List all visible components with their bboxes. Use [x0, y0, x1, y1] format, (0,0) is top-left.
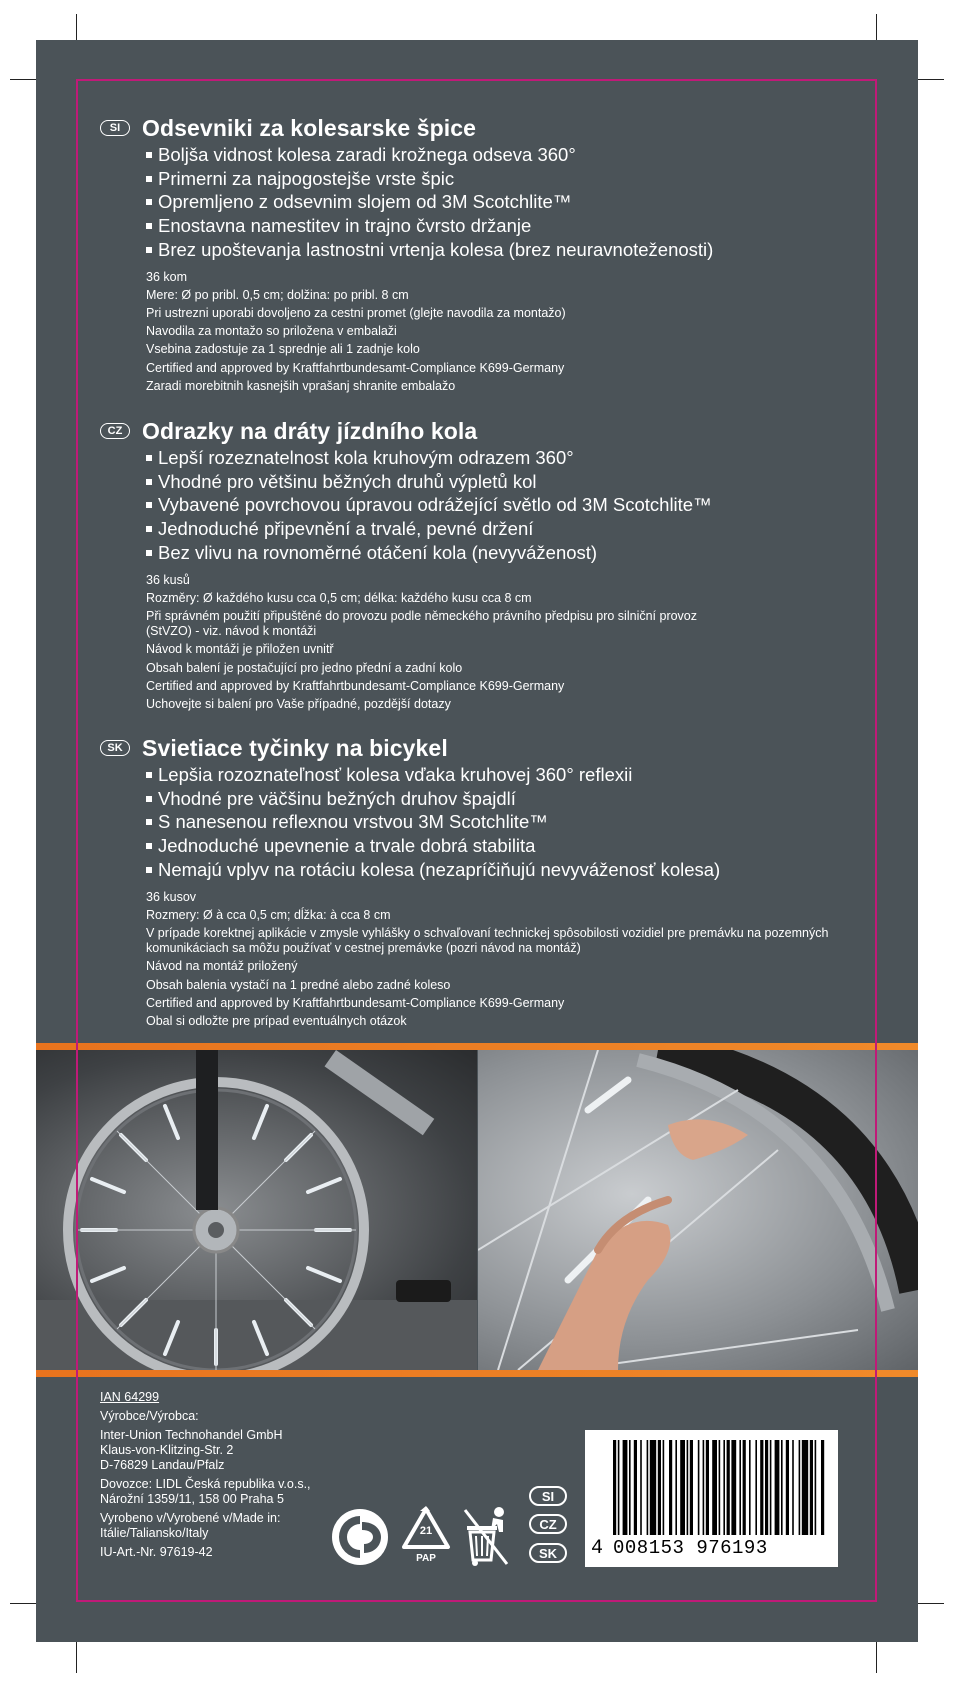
barcode-bar [731, 1440, 736, 1535]
barcode-bar [786, 1440, 789, 1535]
barcode-bar [669, 1440, 672, 1535]
detail-line: 36 kom [146, 269, 187, 284]
list-item-text: Jednoduché upevnenie a trvale dobrá stabilita [158, 835, 536, 857]
barcode-bar [765, 1440, 768, 1535]
detail-line: Certified and approved by Kraftfahrtbundesamt-Compliance K699-Germany [146, 995, 565, 1010]
language-badge-sk: SK [529, 1543, 567, 1563]
barcode-bar [802, 1440, 808, 1535]
bullet-icon [146, 176, 152, 182]
section-title: Svietiace tyčinky na bicykel [142, 734, 448, 761]
list-item-text: Lepšia rozoznateľnosť kolesa vďaka kruhovej 360° reflexii [158, 764, 633, 785]
list-item-text: Lepší rozeznatelnost kola kruhovým odrazem 360° [158, 447, 574, 468]
barcode-bar [723, 1440, 725, 1535]
list-item-text: S nanesenou reflexnou vrstvou 3M Scotchlite™ [158, 811, 548, 833]
importer-info [100, 1477, 360, 1507]
list-item [146, 493, 860, 517]
detail-line: Zaradi morebitnih kasnejših vprašanj shranite embalažo [146, 378, 456, 393]
barcode-bar [712, 1440, 717, 1535]
list-item-text: Jednoduché připevnění a trvalé, pevné držení [158, 518, 534, 540]
list-item [146, 238, 860, 262]
bullet-icon [146, 247, 152, 253]
language-badge-cz: CZ [100, 423, 130, 439]
bullet-icon [146, 843, 152, 849]
barcode-bar [760, 1440, 763, 1535]
bullet-icon [146, 502, 152, 508]
made-in-info [100, 1511, 360, 1541]
detail-line: Návod k montáži je přiložen uvnitř [146, 642, 334, 657]
barcode-bar [640, 1440, 642, 1535]
section-title: Odsevniki za kolesarske špice [142, 114, 477, 141]
barcode-bar [658, 1440, 661, 1535]
manufacturer-address [100, 1428, 360, 1473]
barcode-bar [698, 1440, 700, 1535]
address-line: Klaus-von-Klitzing-Str. 2 [100, 1443, 234, 1457]
barcode-bar [687, 1440, 689, 1535]
importer-line: Nárožní 1359/11, 158 00 Praha 5 [100, 1492, 284, 1506]
detail-line: Rozmery: Ø à cca 0,5 cm; dĺžka: à cca 8 cm [146, 907, 391, 922]
detail-line: Certified and approved by Kraftfahrtbundesamt-Compliance K699-Germany [146, 678, 565, 693]
section-sk [100, 733, 860, 1032]
section-si [100, 113, 860, 397]
barcode-first-digit: 4 [591, 1537, 604, 1560]
list-item-text: Nemajú vplyv na rotáciu kolesa (nezapríčiňujú nevyváženosť kolesa) [158, 858, 721, 880]
barcode-bar [815, 1440, 817, 1535]
ian-number: IAN 64299 [100, 1390, 160, 1404]
bullet-icon [146, 455, 152, 461]
detail-line: Při správném použití připuštěné do provozu podle německého právního předpisu pro silniční provoz (StVZO) - viz. návod k montáži [146, 608, 698, 639]
barcode-bar [613, 1440, 616, 1535]
bullet-icon [146, 550, 152, 556]
language-badge-sk: SK [100, 740, 130, 756]
bullet-icon [146, 526, 152, 532]
accent-stripe-bottom [36, 1370, 918, 1377]
section-cz [100, 416, 860, 715]
barcode-bar [775, 1440, 780, 1535]
address-line: Inter-Union Technohandel GmbH [100, 1428, 283, 1442]
section-heading [100, 416, 860, 446]
manufacturer-info [100, 1390, 360, 1564]
detail-line: Obsah balenia vystačí na 1 predné alebo zadné koleso [146, 977, 451, 992]
bullet-icon [146, 796, 152, 802]
bullet-icon [146, 199, 152, 205]
feature-list [100, 446, 860, 565]
barcode [585, 1430, 838, 1567]
list-item [146, 446, 860, 470]
list-item-text: Boljša vidnost kolesa zaradi krožnega odseva 360° [158, 144, 576, 165]
detail-line: Obal si odložte pre prípad eventuálnych otázok [146, 1013, 407, 1028]
made-in-line: Itálie/Taliansko/Italy [100, 1526, 209, 1540]
list-item [146, 214, 860, 238]
barcode-bar [770, 1440, 772, 1535]
barcode-digits: 008153 976193 [613, 1537, 768, 1559]
barcode-bar [690, 1440, 693, 1535]
list-item-text: Bez vlivu na rovnoměrné otáčení kola (nevyváženost) [158, 541, 598, 563]
list-item [146, 763, 860, 787]
hands-mounting-icon [478, 1050, 918, 1370]
list-item [146, 190, 860, 214]
barcode-bar [675, 1440, 677, 1535]
list-item [146, 541, 860, 565]
detail-line: Obsah balení je postačující pro jedno přední a zadní kolo [146, 660, 463, 675]
detail-line: Uchovejte si balení pro Vaše případné, pozdější dotazy [146, 696, 451, 711]
list-item-text: Vybavené povrchovou úpravou odrážející světlo od 3M Scotchlite™ [158, 494, 712, 516]
barcode-bar [755, 1440, 757, 1535]
barcode-bar [629, 1440, 631, 1535]
list-item-text: Vhodné pre väčšinu bežných druhov špajdlí [158, 787, 516, 809]
barcode-bar [663, 1440, 665, 1535]
list-item [146, 858, 860, 882]
wheelie-bin-icon [463, 1506, 511, 1566]
list-item-text: Brez upoštevanja lastnostni vrtenja kolesa (brez neuravnoteženosti) [158, 238, 714, 260]
list-item-text: Enostavna namestitev in trajno čvrsto držanje [158, 215, 532, 237]
detail-line: V prípade korektnej aplikácie v zmysle vyhlášky o schvaľovaní technickej spôsobilosti vozidiel pre premávku na pozemných komunikáciach sa môžu používať v cestnej premávke (pozri návod na montáž) [146, 925, 829, 956]
section-heading [100, 113, 860, 143]
recycle-pap-icon [400, 1505, 452, 1567]
detail-line: 36 kusov [146, 889, 197, 904]
feature-list [100, 763, 860, 882]
barcode-bar [739, 1440, 741, 1535]
barcode-bar [647, 1440, 649, 1535]
list-item [146, 167, 860, 191]
list-item [146, 143, 860, 167]
detail-line: 36 kusů [146, 572, 190, 587]
list-item-text: Vhodné pro většinu běžných druhů výpletů kol [158, 470, 537, 492]
barcode-bar [799, 1440, 801, 1535]
list-item [146, 470, 860, 494]
product-photo-wheel [36, 1050, 477, 1370]
barcode-bar [703, 1440, 705, 1535]
feature-list [100, 143, 860, 262]
detail-line: Navodila za montažo so priložena v embalaži [146, 324, 397, 339]
detail-line: Pri ustrezni uporabi dovoljeno za cestni promet (glejte navodila za montažo) [146, 305, 566, 320]
recycle-number: 21 [419, 1525, 433, 1537]
section-title: Odrazky na dráty jízdního kola [142, 417, 478, 444]
barcode-bar [821, 1440, 824, 1535]
barcode-bar [792, 1440, 794, 1535]
barcode-bar [743, 1440, 746, 1535]
list-item [146, 787, 860, 811]
section-heading [100, 733, 860, 763]
detail-list [100, 890, 860, 1030]
barcode-bar [634, 1440, 637, 1535]
list-item [146, 810, 860, 834]
bullet-icon [146, 772, 152, 778]
address-line: D-76829 Landau/Pfalz [100, 1458, 225, 1472]
list-item [146, 517, 860, 541]
language-badge-cz: CZ [529, 1514, 567, 1534]
language-badge-si: SI [529, 1486, 567, 1506]
barcode-bar [749, 1440, 751, 1535]
bicycle-wheel-icon [36, 1050, 477, 1370]
barcode-bar [706, 1440, 709, 1535]
product-photo-mounting [478, 1050, 918, 1370]
bullet-icon [146, 819, 152, 825]
detail-line: Vsebina zadostuje za 1 sprednje ali 1 zadnje kolo [146, 342, 420, 357]
importer-line: Dovozce: LIDL Česká republika v.o.s., [100, 1477, 311, 1491]
bullet-icon [146, 867, 152, 873]
recycle-code: PAP [416, 1553, 436, 1564]
list-item-text: Opremljeno z odsevnim slojem od 3M Scotchlite™ [158, 191, 572, 213]
barcode-bar [727, 1440, 730, 1535]
barcode-bar [781, 1440, 783, 1535]
barcode-bar [680, 1440, 685, 1535]
detail-line: Certified and approved by Kraftfahrtbundesamt-Compliance K699-Germany [146, 360, 565, 375]
bullet-icon [146, 223, 152, 229]
detail-line: Návod na montáž priložený [146, 959, 298, 974]
list-item [146, 834, 860, 858]
accent-stripe-top [36, 1043, 918, 1050]
language-badge-si: SI [100, 120, 130, 136]
barcode-bar [810, 1440, 813, 1535]
article-number: IU-Art.-Nr. 97619-42 [100, 1545, 213, 1559]
detail-list [100, 573, 786, 713]
barcode-bar [618, 1440, 620, 1535]
detail-line: Rozměry: Ø každého kusu cca 0,5 cm; délka: každého kusu cca 8 cm [146, 590, 532, 605]
made-in-line: Vyrobeno v/Vyrobené v/Made in: [100, 1511, 281, 1525]
bullet-icon [146, 152, 152, 158]
detail-line: Mere: Ø po pribl. 0,5 cm; dolžina: po pribl. 8 cm [146, 287, 409, 302]
barcode-bar [719, 1440, 721, 1535]
manufacturer-label: Výrobce/Výrobca: [100, 1409, 199, 1423]
green-dot-icon [331, 1508, 389, 1566]
list-item-text: Primerni za najpogostejše vrste špic [158, 167, 455, 189]
bullet-icon [146, 479, 152, 485]
barcode-bar [650, 1440, 656, 1535]
barcode-bar [623, 1440, 628, 1535]
detail-list [100, 270, 860, 394]
